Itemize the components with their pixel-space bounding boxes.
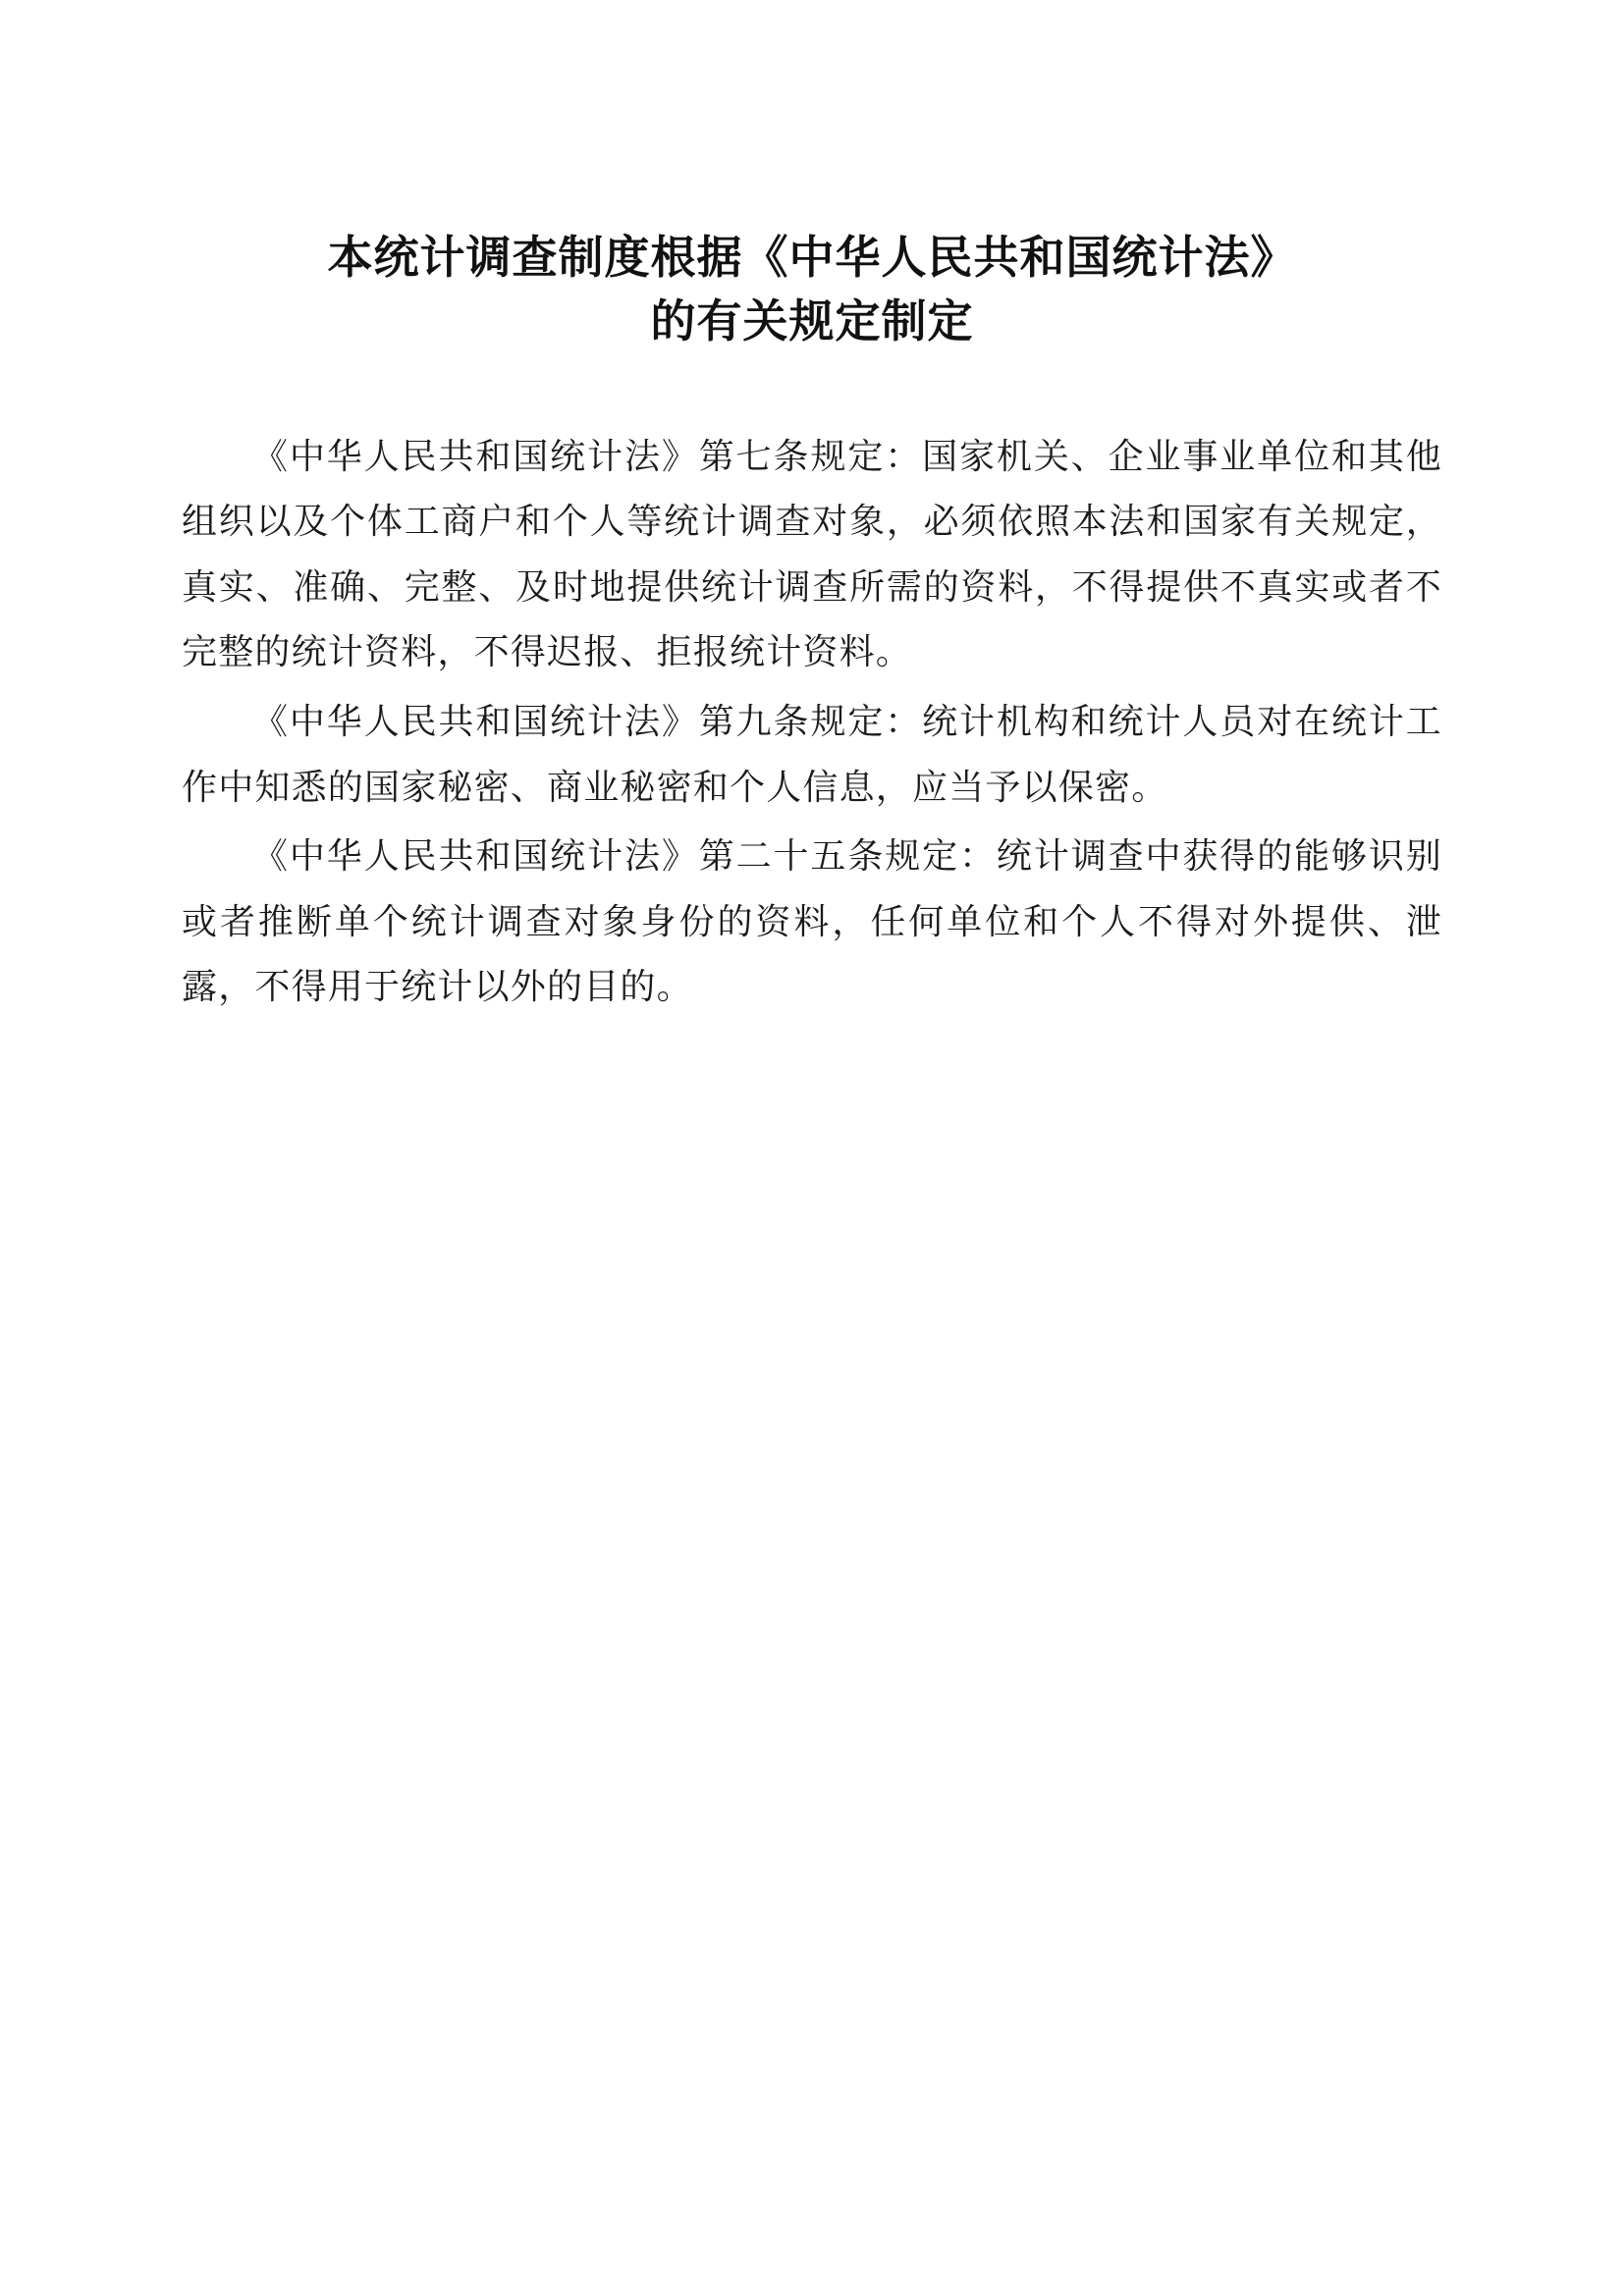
paragraph-article-7: 《中华人民共和国统计法》第七条规定：国家机关、企业事业单位和其他组织以及个体工商户和个人等统计调查对象，必须依照本法和国家有关规定，真实、准确、完整、及时地提供统计调查所需的资料，不得提供不真实或者不完整的统计资料，不得迟报、拒报统计资料。 [182, 436, 1442, 673]
document-body [182, 425, 1442, 1021]
page-title-line-1: 本统计调查制度根据《中华人民共和国统计法》 [327, 231, 1297, 284]
paragraph-article-25: 《中华人民共和国统计法》第二十五条规定：统计调查中获得的能够识别或者推断单个统计调查对象身份的资料，任何单位和个人不得对外提供、泄露，不得用于统计以外的目的。 [182, 836, 1442, 1008]
page-title [182, 226, 1442, 354]
page-title-line-2: 的有关规定制定 [650, 294, 974, 348]
paragraph-article-9: 《中华人民共和国统计法》第九条规定：统计机构和统计人员对在统计工作中知悉的国家秘密、商业秘密和个人信息，应当予以保密。 [182, 702, 1442, 808]
